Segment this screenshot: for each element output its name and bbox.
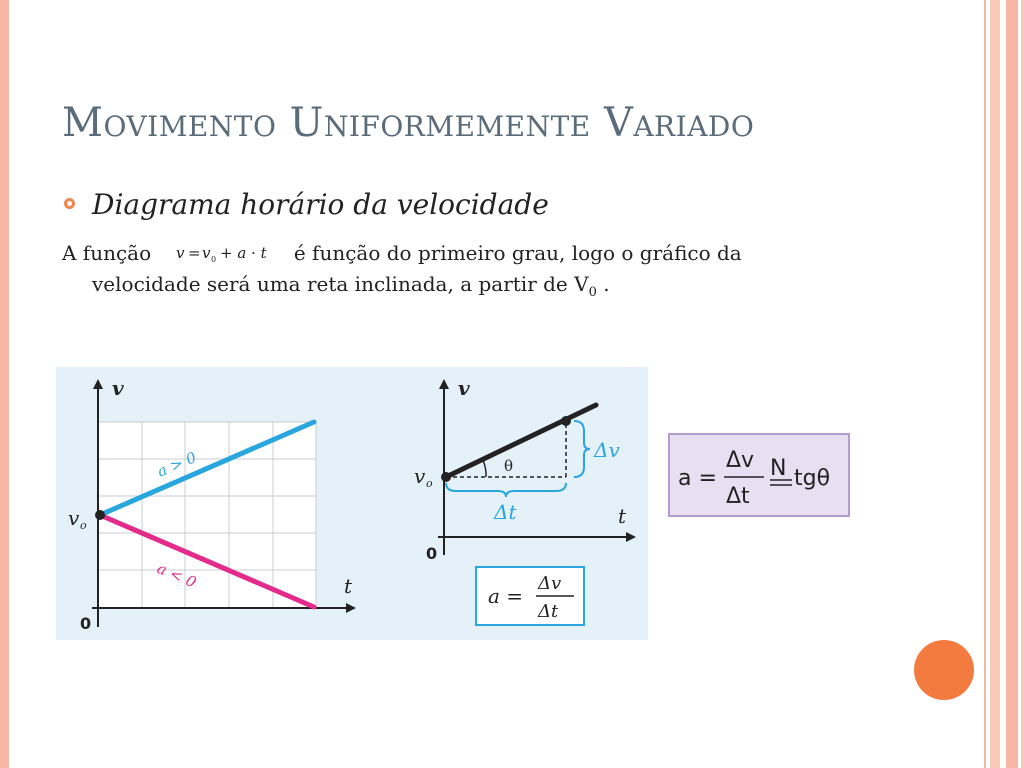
paragraph-text-2: é função do primeiro grau, logo o gráfico da — [293, 241, 742, 265]
graph1-v0-label: v — [68, 506, 80, 530]
graph1-plot-area — [98, 422, 316, 608]
slide-title: Movimento Uniformemente Variado — [62, 100, 755, 146]
formula-v: v — [175, 244, 184, 262]
graph1-v0-sub: o — [80, 519, 87, 532]
frame-right-stripe — [984, 0, 986, 768]
paragraph-sub-0: 0 — [588, 285, 597, 300]
formula-rest: + a · t — [219, 244, 267, 262]
graph1-v-label: v — [112, 376, 124, 400]
slide-subtitle: Diagrama horário da velocidade — [92, 188, 549, 221]
graph2-delta-t-label: Δt — [494, 500, 517, 524]
graph2-end-point — [561, 416, 571, 426]
decorative-orange-circle — [914, 640, 974, 700]
body-paragraph — [62, 238, 842, 308]
graph2-formula-num: Δv — [538, 573, 562, 594]
box-formula-num: Δv — [726, 448, 755, 473]
graph2-theta-arc — [483, 460, 486, 477]
frame-left-bar — [0, 0, 9, 768]
formula-v0-sub: 0 — [210, 255, 216, 264]
frame-right-stripe — [990, 0, 1000, 768]
formula-box-tangent — [668, 433, 850, 517]
graph1 — [68, 376, 354, 633]
frame-right-stripe — [1006, 0, 1018, 768]
graph2-v-label: v — [458, 376, 470, 400]
graph1-label-positive: a > 0 — [154, 448, 199, 481]
graph2-formula-a: a = — [488, 584, 524, 608]
box-formula-den: Δt — [726, 484, 750, 509]
graph2-theta-label: θ — [504, 457, 514, 475]
graph1-v0-point — [95, 510, 105, 520]
formula-v0: v — [201, 244, 210, 262]
graph1-label-negative: a < 0 — [154, 559, 199, 592]
graph1-origin-label: 0 — [80, 614, 92, 633]
graph2-delta-v-brace — [574, 421, 590, 477]
graph2-t-label: t — [618, 504, 627, 528]
velocity-graphs-figure — [56, 367, 648, 640]
box-formula-n: N — [770, 456, 787, 481]
paragraph-line-2 — [62, 269, 842, 308]
paragraph-text-1: A função — [62, 241, 152, 265]
graph2-v0-sub: o — [426, 477, 433, 490]
graph1-t-label: t — [344, 574, 353, 598]
graph2-v0-label: v — [414, 464, 426, 488]
graph2-velocity-line — [446, 405, 596, 477]
graph2 — [414, 376, 634, 625]
box-formula-a: a = — [678, 466, 717, 491]
box-formula-tg: tgθ — [794, 466, 831, 491]
graph2-formula-den: Δt — [538, 601, 559, 622]
inline-formula — [158, 244, 288, 264]
graph2-origin-label: 0 — [426, 544, 438, 563]
bullet-circle-icon — [64, 198, 75, 209]
paragraph-text-3: velocidade será uma reta inclinada, a partir de V — [92, 272, 589, 296]
graph2-delta-v-label: Δv — [594, 438, 620, 462]
formula-eq: = — [187, 244, 201, 262]
paragraph-text-4: . — [596, 272, 610, 296]
graph2-start-point — [441, 472, 451, 482]
graph2-delta-t-brace — [446, 483, 566, 497]
